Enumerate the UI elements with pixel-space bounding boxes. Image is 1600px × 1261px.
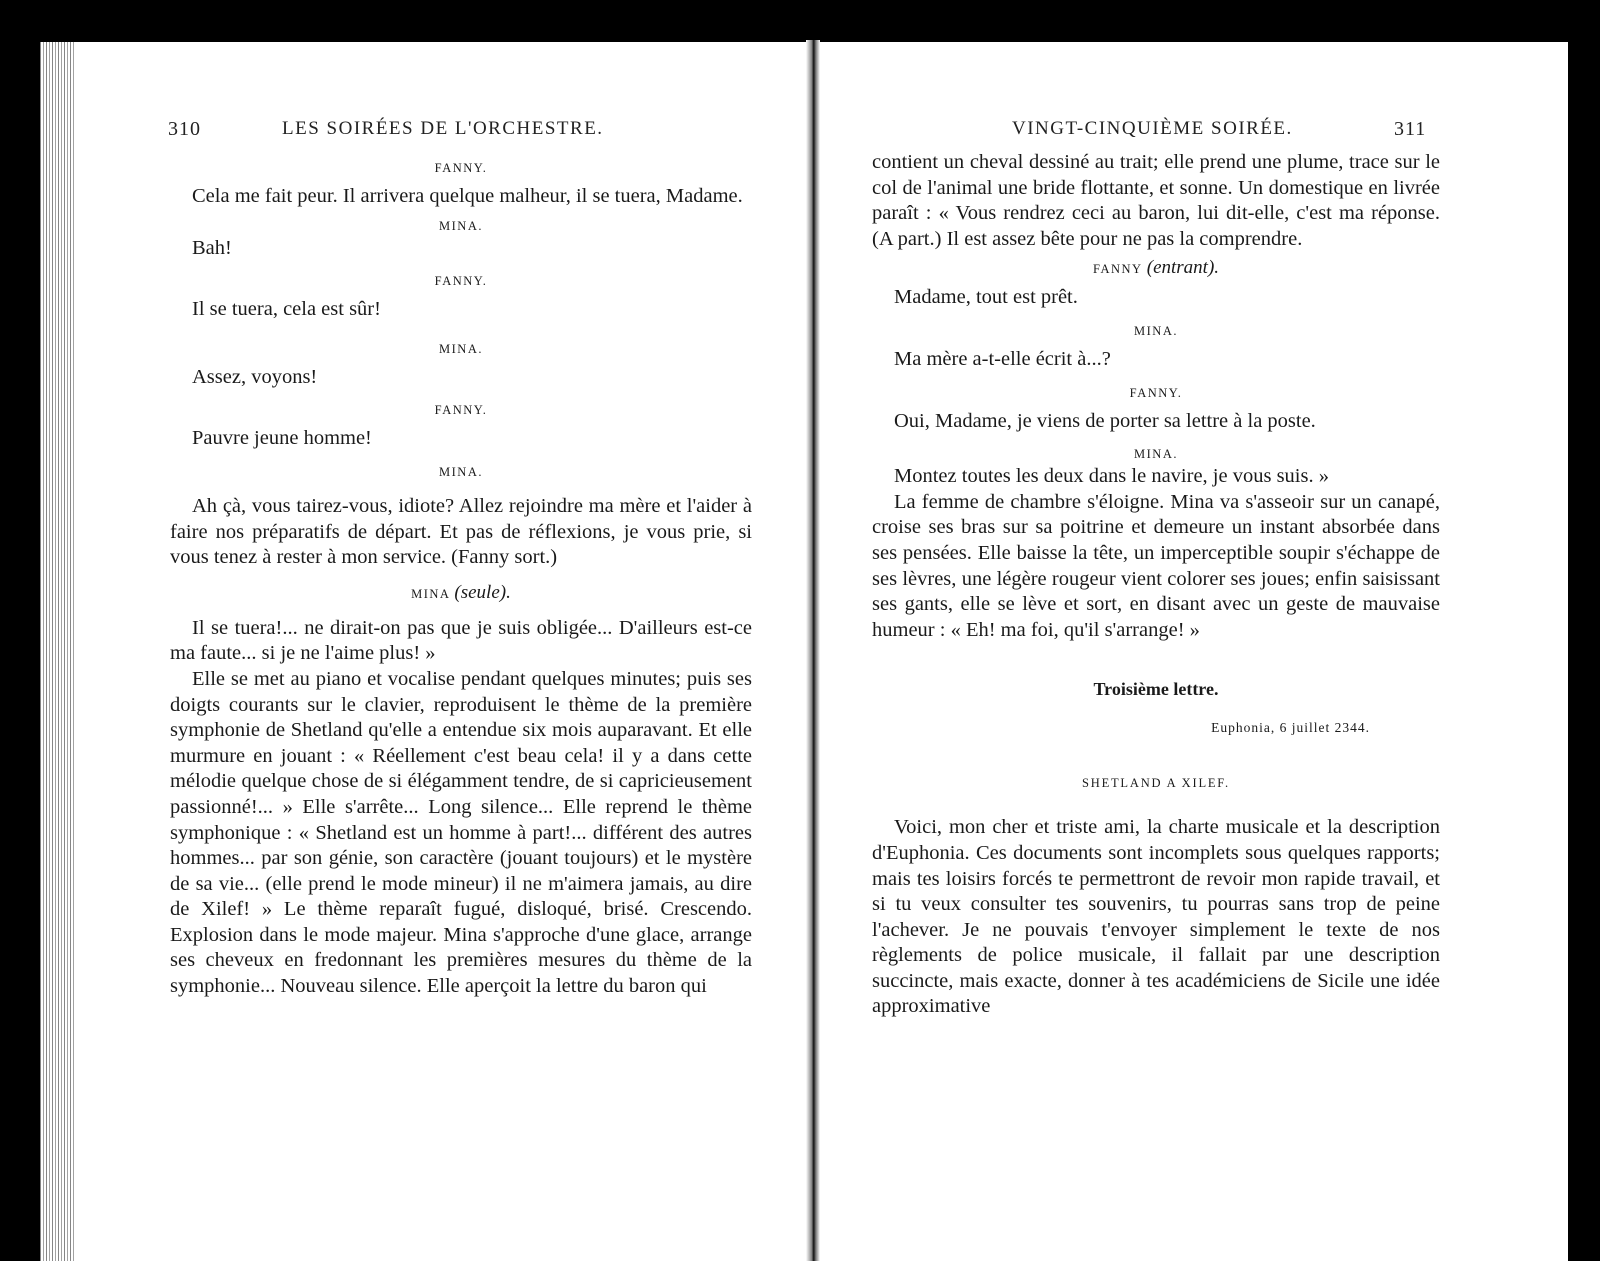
speaker-label: FANNY.: [434, 161, 488, 175]
dialogue-line: Ma mère a-t-elle écrit à...?: [894, 347, 1111, 370]
page-edge-shadow: [40, 42, 76, 1261]
dialogue-paragraph: Il se tuera!... ne dirait-on pas que je suis obligée... D'ailleurs est-ce ma faute... si je ne l'aime plus! »: [170, 616, 752, 665]
dialogue-line: Bah!: [192, 236, 232, 259]
speaker-label: MINA.: [439, 464, 483, 479]
dialogue-line: Madame, tout est prêt.: [894, 286, 1078, 309]
speaker-label: MINA (seule).: [411, 581, 511, 603]
dialogue-paragraph: Ah çà, vous tairez-vous, idiote? Allez rejoindre ma mère et l'aider à faire nos préparatifs de départ. Et pas de réflexions, je vous prie, si vous tenez à rester à mon service. (Fanny sort.): [170, 494, 752, 569]
letter-body: Voici, mon cher et triste ami, la charte musicale et la description d'Euphonia. Ces documents sont incomplets sous quelques rapports; mais tes loisirs forcés te permettront de revoir mon rapide travail, et si tu veux consulter tes souvenirs, tu pourras sans trop de peine l'achever. Je ne pouvais t'envoyer simplement le texte de nos règlements de police musicale, il fallait par une description succincte, mais exacte, donner à tes académiciens de Sicile une idée approximative: [872, 816, 1440, 1018]
speaker-label: MINA.: [1134, 447, 1178, 462]
right-edge: [1568, 40, 1572, 1261]
right-text-column: [872, 150, 1440, 1020]
dialogue-paragraph: Montez toutes les deux dans le navire, je vous suis. »: [894, 465, 1329, 488]
dialogue-line: Oui, Madame, je viens de porter sa lettre à la poste.: [894, 409, 1316, 432]
right-running-head: VINGT-CINQUIÈME SOIRÉE.: [1012, 118, 1293, 139]
narrative-paragraph: Elle se met au piano et vocalise pendant quelques minutes; puis ses doigts courants sur le clavier, reproduisent le thème de la première symphonie de Shetland qu'elle a entendue six mois auparavant. Et elle murmure en jouant : « Réellement c'est beau cela! il y a dans cette mélodie quelque chose de si élégamment tendre, de si capricieusement passionné!... » Elle s'arrête... Long silence... Elle reprend le thème symphonique : « Shetland est un homme à part!... différent des autres hommes... par son génie, son caractère (jouant toujours) et le mystère de sa vie... (elle prend le mode mineur) il ne m'aimera jamais, au dire de Xilef! » Le thème reparaît fugué, disloqué, brisé. Crescendo. Explosion dans le mode majeur. Mina s'approche d'une glace, arrange ses cheveux en fredonnant les premières mesures du thème de la symphonie... Nouveau silence. Elle aperçoit la lettre du baron qui: [170, 667, 752, 998]
narrative-paragraph: La femme de chambre s'éloigne. Mina va s'asseoir sur un canapé, croise ses bras sur sa poitrine et demeure un instant absorbée dans ses pensées. Elle baisse la tête, un imperceptible soupir s'échappe de ses lèvres, une légère rougeur vient colorer ses joues; enfin saisissant ses gants, elle se lève et sort, en disant avec un geste de mauvaise humeur : « Eh! ma foi, qu'il s'arrange! »: [872, 490, 1440, 641]
dialogue-paragraph: Cela me fait peur. Il arrivera quelque malheur, il se tuera, Madame.: [192, 185, 743, 207]
speaker-label: MINA.: [439, 341, 483, 356]
dialogue-line: Il se tuera, cela est sûr!: [192, 298, 381, 321]
letter-title: Troisième lettre.: [1093, 679, 1219, 700]
speaker-label: MINA.: [1134, 323, 1178, 338]
right-page-number: 311: [1394, 118, 1427, 140]
narrative-paragraph: contient un cheval dessiné au trait; elle prend une plume, trace sur le col de l'animal une bride flottante, et sonne. Un domestique en livrée paraît : « Vous rendrez ceci au baron, lui dit-elle, c'est ma réponse. (A part.) Il est assez bête pour ne pas la comprendre.: [872, 151, 1440, 250]
speaker-label: FANNY.: [434, 403, 488, 418]
speaker-label: FANNY (entrant).: [1092, 257, 1220, 279]
letter-address: SHETLAND A XILEF.: [1081, 776, 1230, 791]
speaker-label: MINA.: [439, 218, 483, 233]
book-gutter: [806, 40, 820, 1261]
letter-dateline: Euphonia, 6 juillet 2344.: [1211, 720, 1370, 736]
dialogue-line: Pauvre jeune homme!: [192, 427, 372, 450]
dialogue-line: Assez, voyons!: [192, 365, 318, 388]
speaker-label: FANNY.: [1129, 385, 1183, 400]
left-page-number: 310: [168, 118, 201, 140]
left-text-column: [170, 158, 752, 1000]
speaker-label: FANNY.: [434, 274, 488, 289]
left-running-head: LES SOIRÉES DE L'ORCHESTRE.: [282, 118, 604, 139]
